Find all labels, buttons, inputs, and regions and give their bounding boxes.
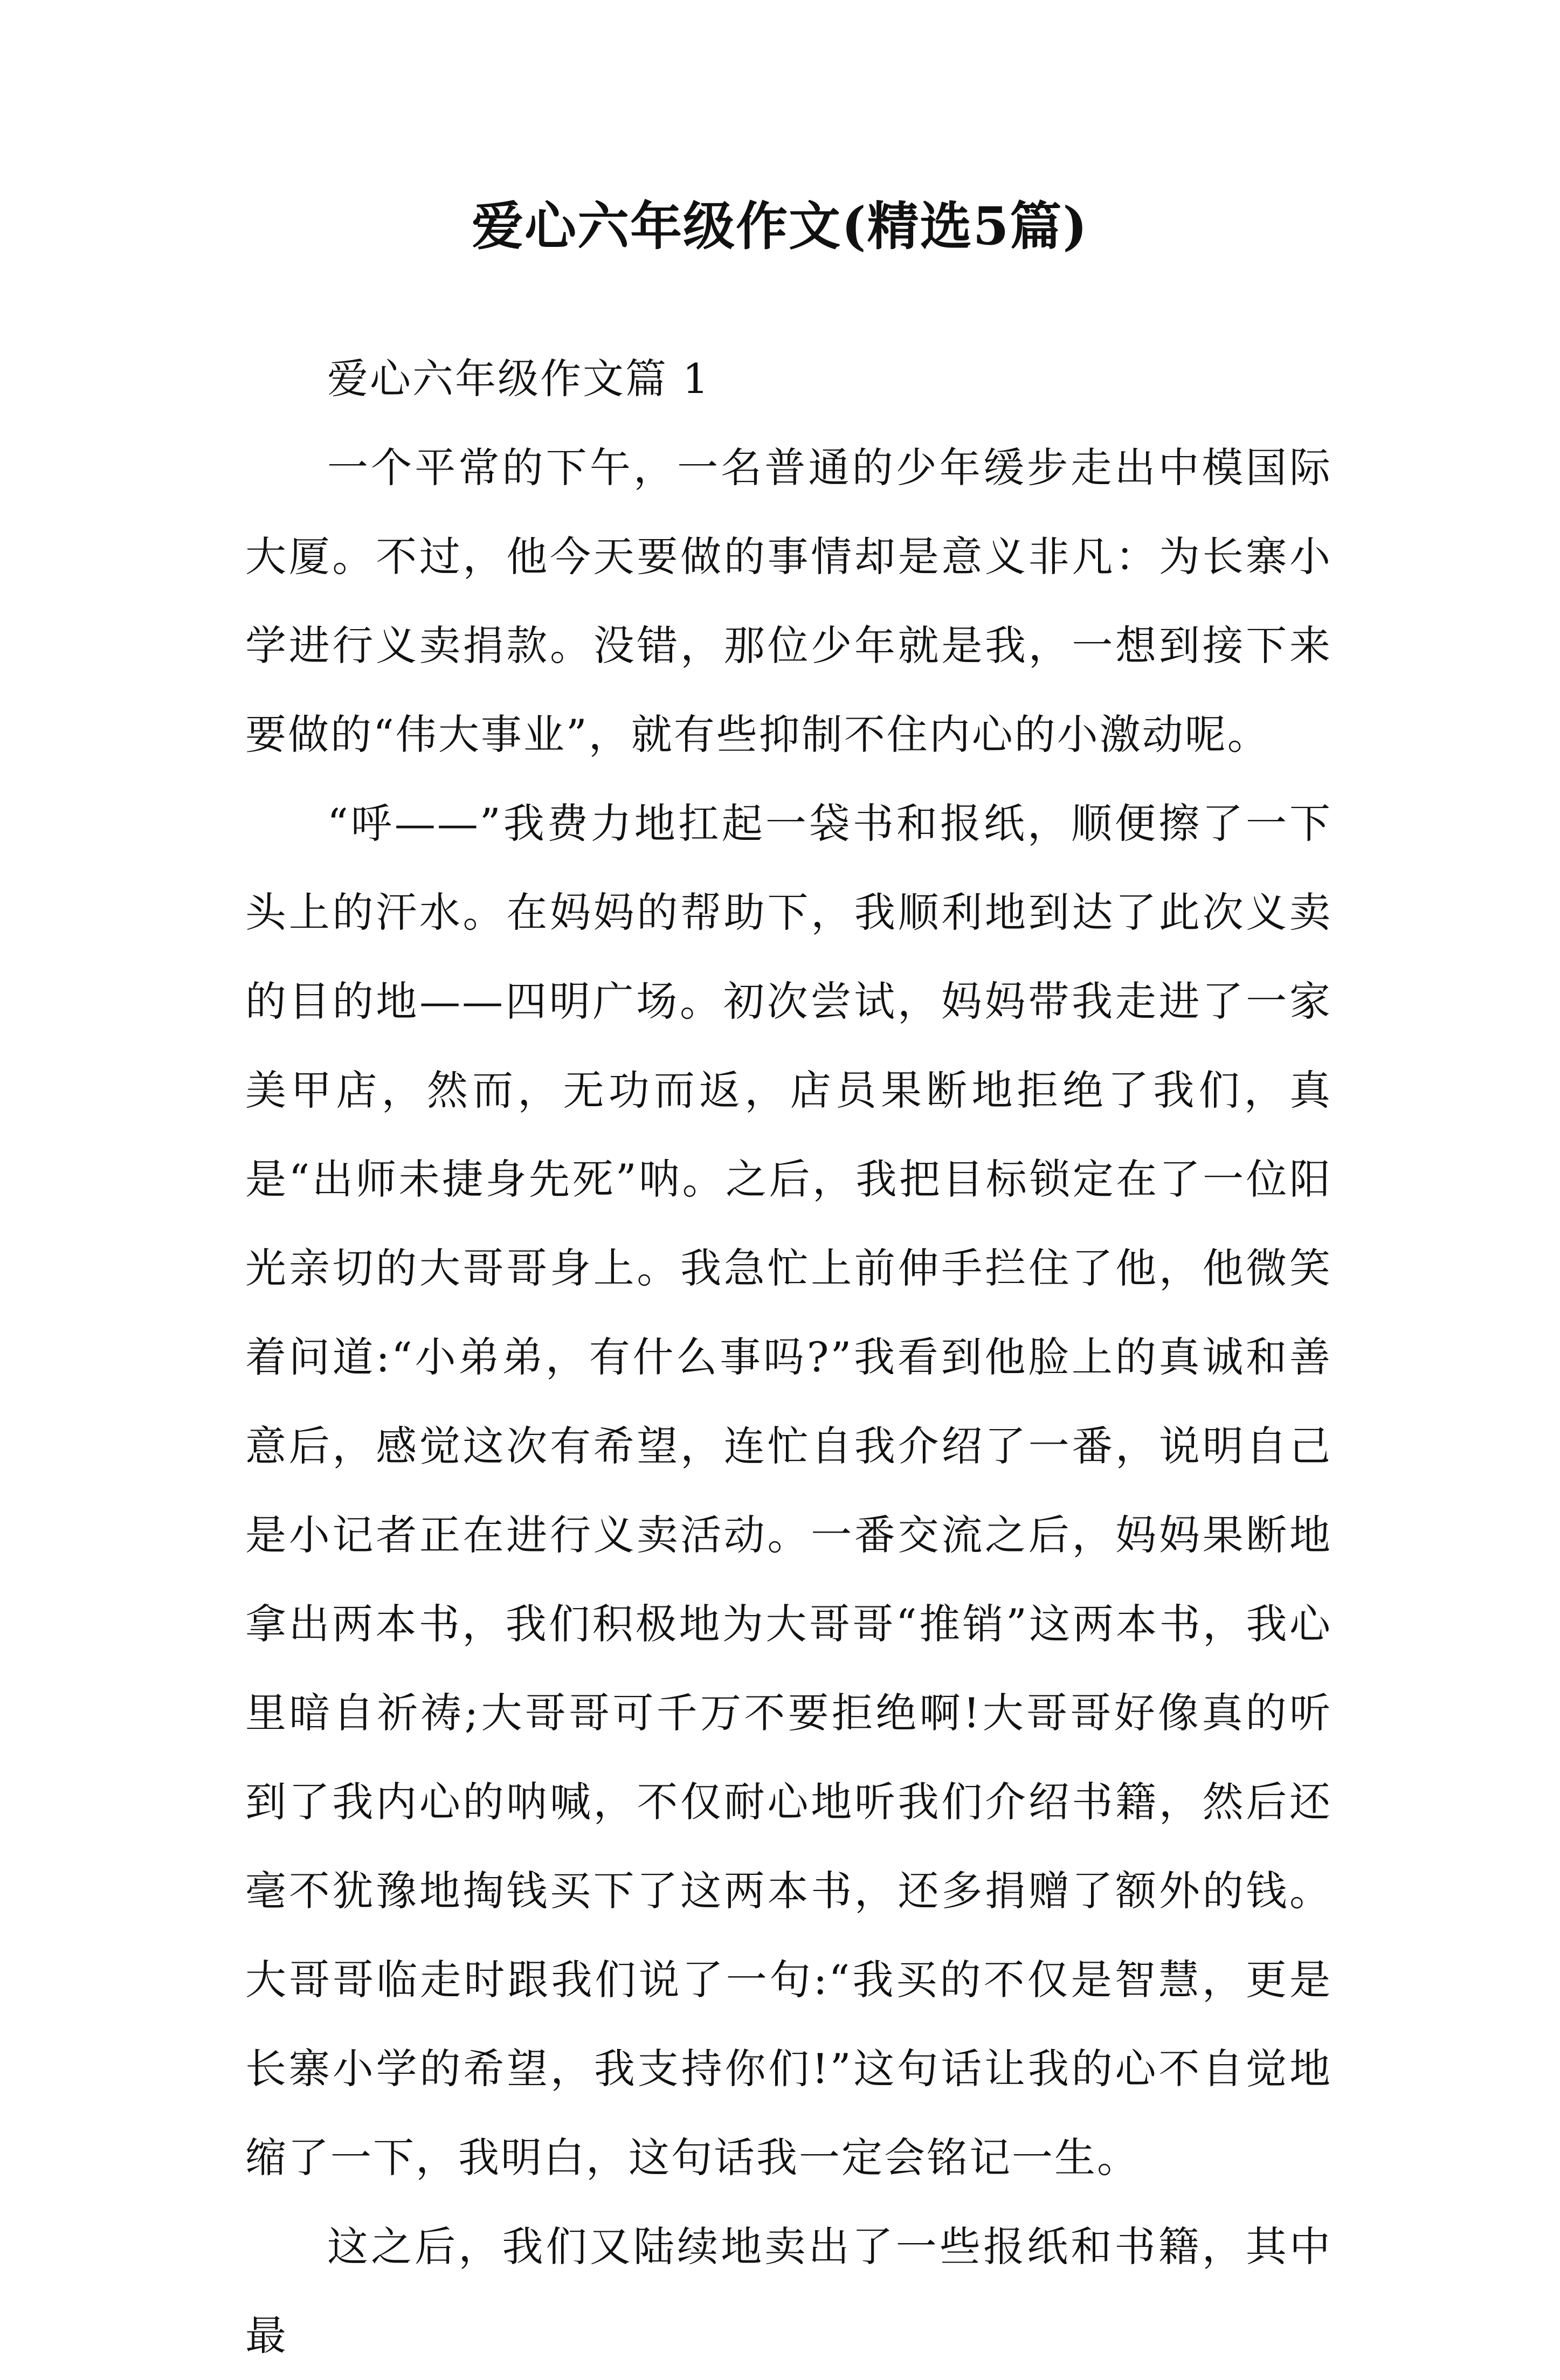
document-title: 爱心六年级作文(精选5篇) xyxy=(472,196,1088,257)
paragraph: 一个平常的下午，一名普通的少年缓步走出中模国际大厦。不过，他今天要做的事情却是意义非凡：为长寨小学进行义卖捐款。没错，那位少年就是我，一想到接下来要做的“伟大事业”，就有些抑制不住内心的小激动呢。 xyxy=(245,444,1332,758)
paragraph: “呼——”我费力地扛起一袋书和报纸，顺便擦了一下头上的汗水。在妈妈的帮助下，我顺利地到达了此次义卖的目的地——四明广场。初次尝试，妈妈带我走进了一家美甲店，然而，无功而返，店员果断地拒绝了我们，真是“出师未捷身先死”呐。之后，我把目标锁定在了一位阳光亲切的大哥哥身上。我急忙上前伸手拦住了他，他微笑着问道:“小弟弟，有什么事吗?”我看到他脸上的真诚和善意后，感觉这次有希望，连忙自我介绍了一番，说明自己是小记者正在进行义卖活动。一番交流之后，妈妈果断地拿出两本书，我们积极地为大哥哥“推销”这两本书，我心里暗自祈祷;大哥哥可千万不要拒绝啊!大哥哥好像真的听到了我内心的呐喊，不仅耐心地听我们介绍书籍，然后还毫不犹豫地掏钱买下了这两本书，还多捐赠了额外的钱。大哥哥临走时跟我们说了一句:“我买的不仅是智慧，更是长寨小学的希望，我支持你们!”这句话让我的心不自觉地缩了一下，我明白，这句话我一定会铭记一生。 xyxy=(245,799,1332,2182)
section-heading: 爱心六年级作文篇 1 xyxy=(327,355,710,403)
paragraph: 这之后，我们又陆续地卖出了一些报纸和书籍，其中最 xyxy=(245,2223,1332,2360)
document-body xyxy=(245,334,1332,2380)
